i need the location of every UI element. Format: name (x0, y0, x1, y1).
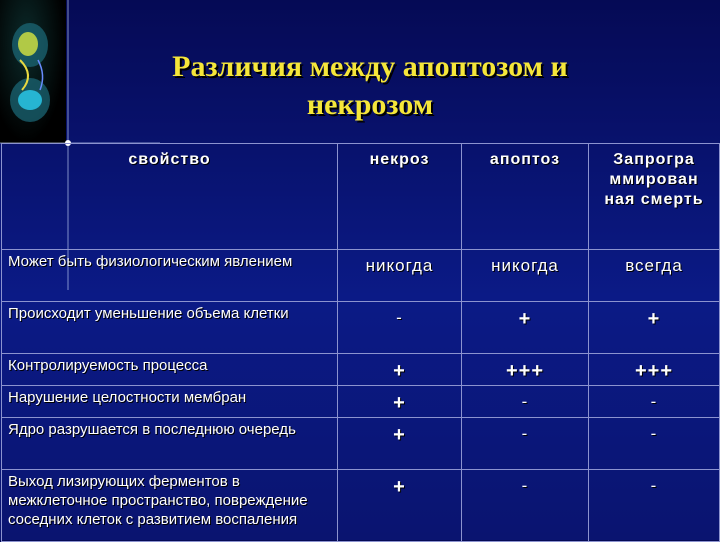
table-row (2, 250, 720, 302)
table-row (2, 302, 720, 354)
header-property: свойство (2, 144, 338, 250)
table-header-row (2, 144, 720, 250)
title-line-1: Различия между апоптозом и (172, 50, 568, 83)
header-necrosis: некроз (338, 144, 462, 250)
row-apoptosis: - (462, 418, 589, 470)
table-row (2, 470, 720, 542)
title-line-2: некрозом (306, 88, 434, 121)
comparison-table (1, 143, 720, 542)
row-programmed: всегда (589, 250, 720, 302)
row-apoptosis: - (462, 470, 589, 542)
row-necrosis: + (338, 354, 462, 386)
row-programmed: +++ (589, 354, 720, 386)
header-apoptosis: апоптоз (462, 144, 589, 250)
row-apoptosis: +++ (462, 354, 589, 386)
row-property: Происходит уменьшение объема клетки (2, 302, 338, 354)
row-programmed: - (589, 418, 720, 470)
table-row (2, 386, 720, 418)
table-row (2, 354, 720, 386)
cell-micrograph-image (0, 0, 66, 143)
row-apoptosis: никогда (462, 250, 589, 302)
row-apoptosis: + (462, 302, 589, 354)
header-programmed-death: Запрогра ммирован ная смерть (589, 144, 720, 250)
row-necrosis: + (338, 418, 462, 470)
row-apoptosis: - (462, 386, 589, 418)
row-property: Выход лизирующих ферментов в межклеточное пространство, повреждение соседних клеток с развитием воспаления (2, 470, 338, 542)
row-property: Контролируемость процесса (2, 354, 338, 386)
row-property: Ядро разрушается в последнюю очередь (2, 418, 338, 470)
row-necrosis: + (338, 470, 462, 542)
slide-title (100, 48, 640, 124)
row-necrosis: никогда (338, 250, 462, 302)
row-programmed: + (589, 302, 720, 354)
row-necrosis: - (338, 302, 462, 354)
row-property: Нарушение целостности мембран (2, 386, 338, 418)
row-property: Может быть физиологическим явлением (2, 250, 338, 302)
row-necrosis: + (338, 386, 462, 418)
row-programmed: - (589, 386, 720, 418)
table-row (2, 418, 720, 470)
row-programmed: - (589, 470, 720, 542)
